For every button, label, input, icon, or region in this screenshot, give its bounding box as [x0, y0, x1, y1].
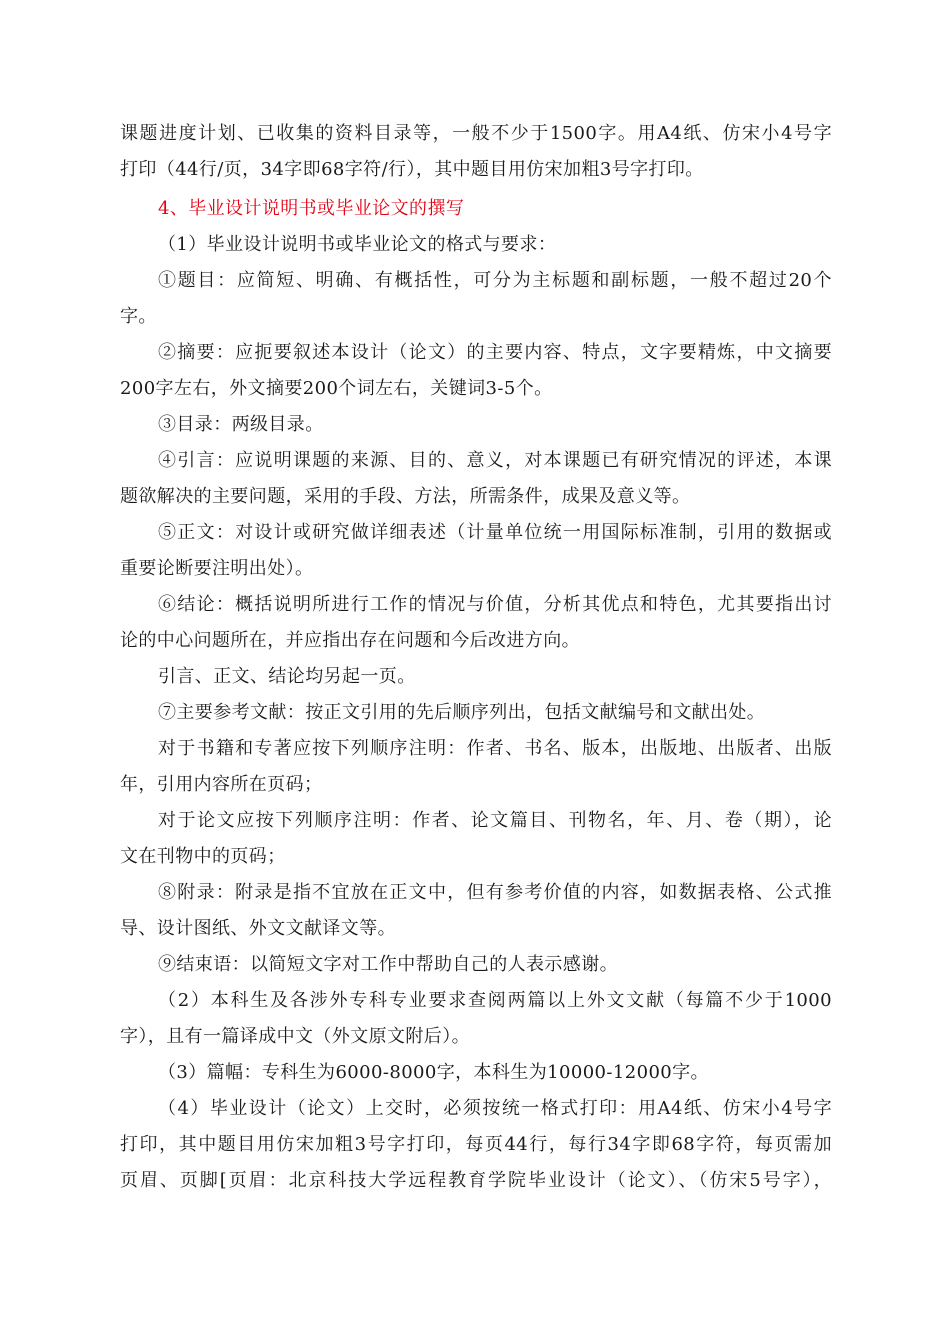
list-item-appendix: ⑧附录：附录是指不宜放在正文中，但有参考价值的内容，如数据表格、公式推 [158, 882, 832, 903]
subsection-item: （4）毕业设计（论文）上交时，必须按统一格式打印：用A4纸、仿宋小4号字 [158, 1098, 832, 1119]
list-item-acknowledgement: ⑨结束语：以简短文字对工作中帮助自己的人表示感谢。 [158, 954, 618, 975]
paragraph-line: 引言、正文、结论均另起一页。 [158, 666, 416, 687]
paragraph-line: 200字左右，外文摘要200个词左右，关键词3-5个。 [120, 378, 553, 399]
subsection-item: （3）篇幅：专科生为6000-8000字，本科生为10000-12000字。 [158, 1062, 709, 1083]
list-item-body: ⑤正文：对设计或研究做详细表述（计量单位统一用国际标准制，引用的数据或 [158, 522, 832, 543]
paragraph-line: 页眉、页脚[页眉：北京科技大学远程教育学院毕业设计（论文）、（仿宋5号字）， [120, 1170, 832, 1191]
subsection-heading: （1）毕业设计说明书或毕业论文的格式与要求： [158, 234, 557, 255]
list-item-abstract: ②摘要：应扼要叙述本设计（论文）的主要内容、特点，文字要精炼，中文摘要 [158, 342, 832, 363]
paragraph-line: 字），且有一篇译成中文（外文原文附后）。 [120, 1026, 470, 1047]
paragraph-line: 字。 [120, 306, 157, 327]
list-item-introduction: ④引言：应说明课题的来源、目的、意义，对本课题已有研究情况的评述，本课 [158, 450, 832, 471]
paragraph-line: 打印，其中题目用仿宋加粗3号字打印，每页44行，每行34字即68字符，每页需加 [120, 1134, 832, 1155]
subsection-item: （2）本科生及各涉外专科专业要求查阅两篇以上外文文献（每篇不少于1000 [158, 990, 832, 1011]
list-item-conclusion: ⑥结论：概括说明所进行工作的情况与价值，分析其优点和特色，尤其要指出讨 [158, 594, 832, 615]
list-item-references: ⑦主要参考文献：按正文引用的先后顺序列出，包括文献编号和文献出处。 [158, 702, 766, 723]
list-item-toc: ③目录：两级目录。 [158, 414, 324, 435]
paragraph-line: 文在刊物中的页码； [120, 846, 286, 867]
paragraph-line: 对于论文应按下列顺序注明：作者、论文篇目、刊物名，年、月、卷（期），论 [158, 810, 832, 831]
paragraph-line: 重要论断要注明出处）。 [120, 558, 314, 579]
paragraph-line: 对于书籍和专著应按下列顺序注明：作者、书名、版本，出版地、出版者、出版 [158, 738, 832, 759]
paragraph-line: 论的中心问题所在，并应指出存在问题和今后改进方向。 [120, 630, 580, 651]
paragraph-line: 课题进度计划、已收集的资料目录等，一般不少于1500字。用A4纸、仿宋小4号字 [120, 123, 832, 144]
paragraph-line: 题欲解决的主要问题，采用的手段、方法，所需条件，成果及意义等。 [120, 486, 691, 507]
paragraph-line: 打印（44行/页，34字即68字符/行），其中题目用仿宋加粗3号字打印。 [120, 159, 704, 180]
paragraph-line: 年，引用内容所在页码； [120, 774, 323, 795]
list-item-title: ①题目：应简短、明确、有概括性，可分为主标题和副标题，一般不超过20个 [158, 270, 832, 291]
section-heading: 4、毕业设计说明书或毕业论文的撰写 [158, 198, 465, 219]
paragraph-line: 导、设计图纸、外文文献译文等。 [120, 918, 396, 939]
